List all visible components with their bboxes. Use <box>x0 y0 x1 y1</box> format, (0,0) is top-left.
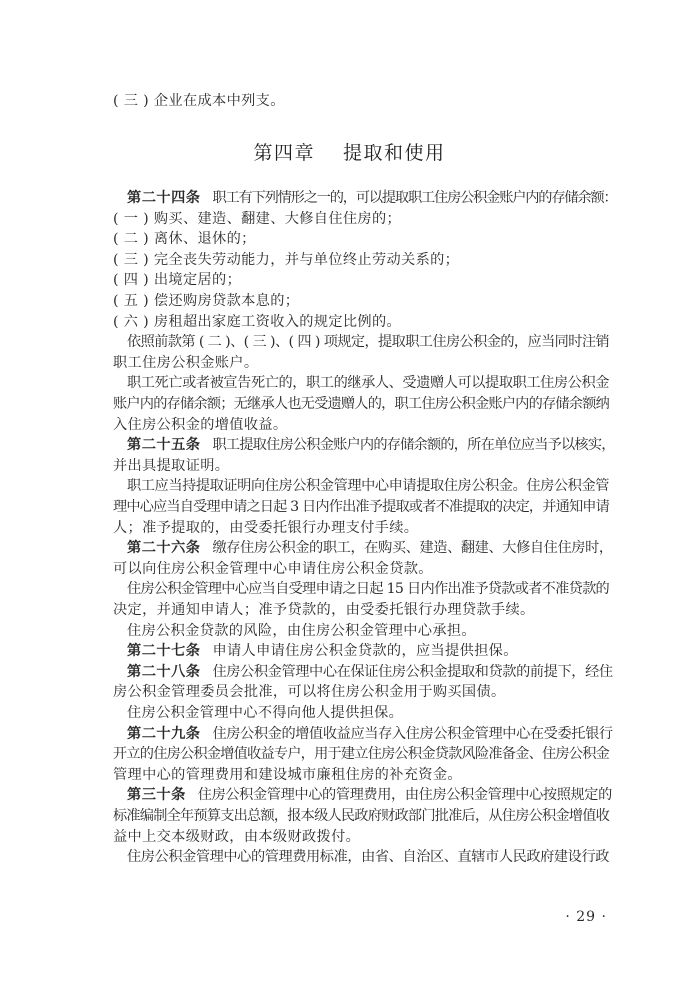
text-line <box>127 703 609 723</box>
text-line <box>113 394 609 414</box>
line-text: 住房公积金管理中心在保证住房公积金提取和贷款的前提下，经住 <box>212 663 613 680</box>
article-number: 第二十八条 <box>127 663 201 680</box>
line-text: 缴存住房公积金的职工，在购买、建造、翻建、大修自住住房时， <box>212 540 613 557</box>
line-text: 住房公积金管理中心的管理费用，由住房公积金管理中心按照规定的 <box>197 787 612 804</box>
text-line <box>127 476 609 496</box>
article-line <box>127 641 609 661</box>
article-number: 第三十条 <box>127 787 186 804</box>
chapter-heading <box>0 138 699 165</box>
line-text: 住房公积金管理中心应当自受理申请之日起 15 日内作出准予贷款或者不准贷款的 <box>127 581 610 598</box>
line-text: ( 五 ) 偿还购房贷款本息的； <box>113 293 300 309</box>
text-line <box>113 682 609 702</box>
text-line <box>113 415 609 435</box>
line-text: 账户内的存储余额；无继承人也无受遗赠人的，职工住房公积金账户内的存储余额纳 <box>113 396 610 412</box>
line-text: 入住房公积金的增值收益。 <box>113 416 288 433</box>
page-number: · 29 · <box>565 909 607 925</box>
article-number: 第二十六条 <box>127 540 201 557</box>
article-number: 第二十五条 <box>127 437 201 454</box>
line-text: 职工提取住房公积金账户内的存储余额的，所在单位应当予以核实， <box>212 437 615 454</box>
article-number: 第二十七条 <box>127 643 201 660</box>
line-text: 决定，并通知申请人；准予贷款的，由受委托银行办理贷款手续。 <box>113 602 535 618</box>
line-text: 住房公积金管理中心的管理费用标准，由省、自治区、直辖市人民政府建设行政 <box>127 849 609 866</box>
line-text: ( 一 ) 购买、建造、翻建、大修自住住房的； <box>113 210 402 227</box>
article-number: 第二十九条 <box>127 725 201 742</box>
text-line <box>113 518 609 538</box>
text-line <box>113 600 609 620</box>
article-line <box>127 785 612 805</box>
line-text: 住房公积金贷款的风险，由住房公积金管理中心承担。 <box>127 622 476 639</box>
line-text: 职工应当持提取证明向住房公积金管理中心申请提取住房公积金。住房公积金管 <box>127 478 609 495</box>
text-line <box>127 373 609 393</box>
line-text: 可以向住房公积金管理中心申请住房公积金贷款。 <box>113 560 433 577</box>
article-number: 第二十四条 <box>127 190 201 206</box>
text-line <box>113 827 609 847</box>
line-text: ( 二 ) 离休、退休的； <box>113 231 256 248</box>
text-line <box>127 621 609 641</box>
line-text: 住房公积金的增值收益应当存入住房公积金管理中心在受委托银行 <box>212 725 613 742</box>
text-line <box>113 765 609 785</box>
line-text: 标准编制全年预算支出总额，报本级人民政府财政部门批准后，从住房公积金增值收 <box>113 808 610 824</box>
text-line <box>127 332 609 352</box>
line-text: 益中上交本级财政，由本级财政拨付。 <box>113 828 361 845</box>
text-line <box>127 847 609 867</box>
line-text: 申请人申请住房公积金贷款的，应当提供担保。 <box>212 643 518 660</box>
line-text: ( 六 ) 房租超出家庭工资收入的规定比例的。 <box>113 313 402 330</box>
line-text: 理中心应当自受理申请之日起 3 日内作出准予提取或者不准提取的决定，并通知申请 <box>113 499 609 515</box>
article-line <box>127 435 615 455</box>
text-line <box>113 270 609 290</box>
line-text: 职工住房公积金账户。 <box>113 354 259 371</box>
text-line <box>113 744 609 764</box>
line-text: 开立的住房公积金增值收益专户，用于建立住房公积金贷款风险准备金、住房公积金 <box>113 746 610 763</box>
article-line <box>127 662 613 682</box>
text-line <box>113 229 609 249</box>
text-line <box>113 291 609 311</box>
text-line <box>113 209 609 229</box>
text-line <box>113 559 609 579</box>
text-line <box>113 353 609 373</box>
article-line <box>127 724 613 744</box>
clause-item-3: ( 三 ) 企业在成本中列支。 <box>113 93 285 109</box>
line-text: ( 四 ) 出境定居的； <box>113 272 242 289</box>
line-text: 并出具提取证明。 <box>113 457 230 474</box>
line-text: 管理中心的管理费用和建设城市廉租住房的补充资金。 <box>113 766 462 783</box>
line-text: 住房公积金管理中心不得向他人提供担保。 <box>127 705 404 721</box>
chapter-number: 第四章 <box>253 142 315 164</box>
text-line <box>113 456 609 476</box>
text-line <box>113 250 609 270</box>
text-line <box>127 579 609 599</box>
article-line <box>127 538 613 558</box>
line-text: 人；准予提取的，由受委托银行办理支付手续。 <box>113 519 419 536</box>
line-text: 职工死亡或者被宣告死亡的，职工的继承人、受遗赠人可以提取职工住房公积金 <box>127 375 609 392</box>
line-text: 依照前款第 ( 二 )、( 三 )、( 四 ) 项规定，提取职工住房公积金的，应当同时注销 <box>127 334 609 351</box>
chapter-title: 提取和使用 <box>343 142 446 164</box>
article-line <box>127 188 617 208</box>
line-text: 职工有下列情形之一的，可以提取职工住房公积金账户内的存储余额： <box>212 190 617 206</box>
line-text: ( 三 ) 完全丧失劳动能力，并与单位终止劳动关系的； <box>113 251 460 268</box>
text-line <box>113 497 609 517</box>
line-text: 房公积金管理委员会批准，可以将住房公积金用于购买国债。 <box>113 684 506 701</box>
text-line <box>113 806 609 826</box>
text-line <box>113 312 609 332</box>
